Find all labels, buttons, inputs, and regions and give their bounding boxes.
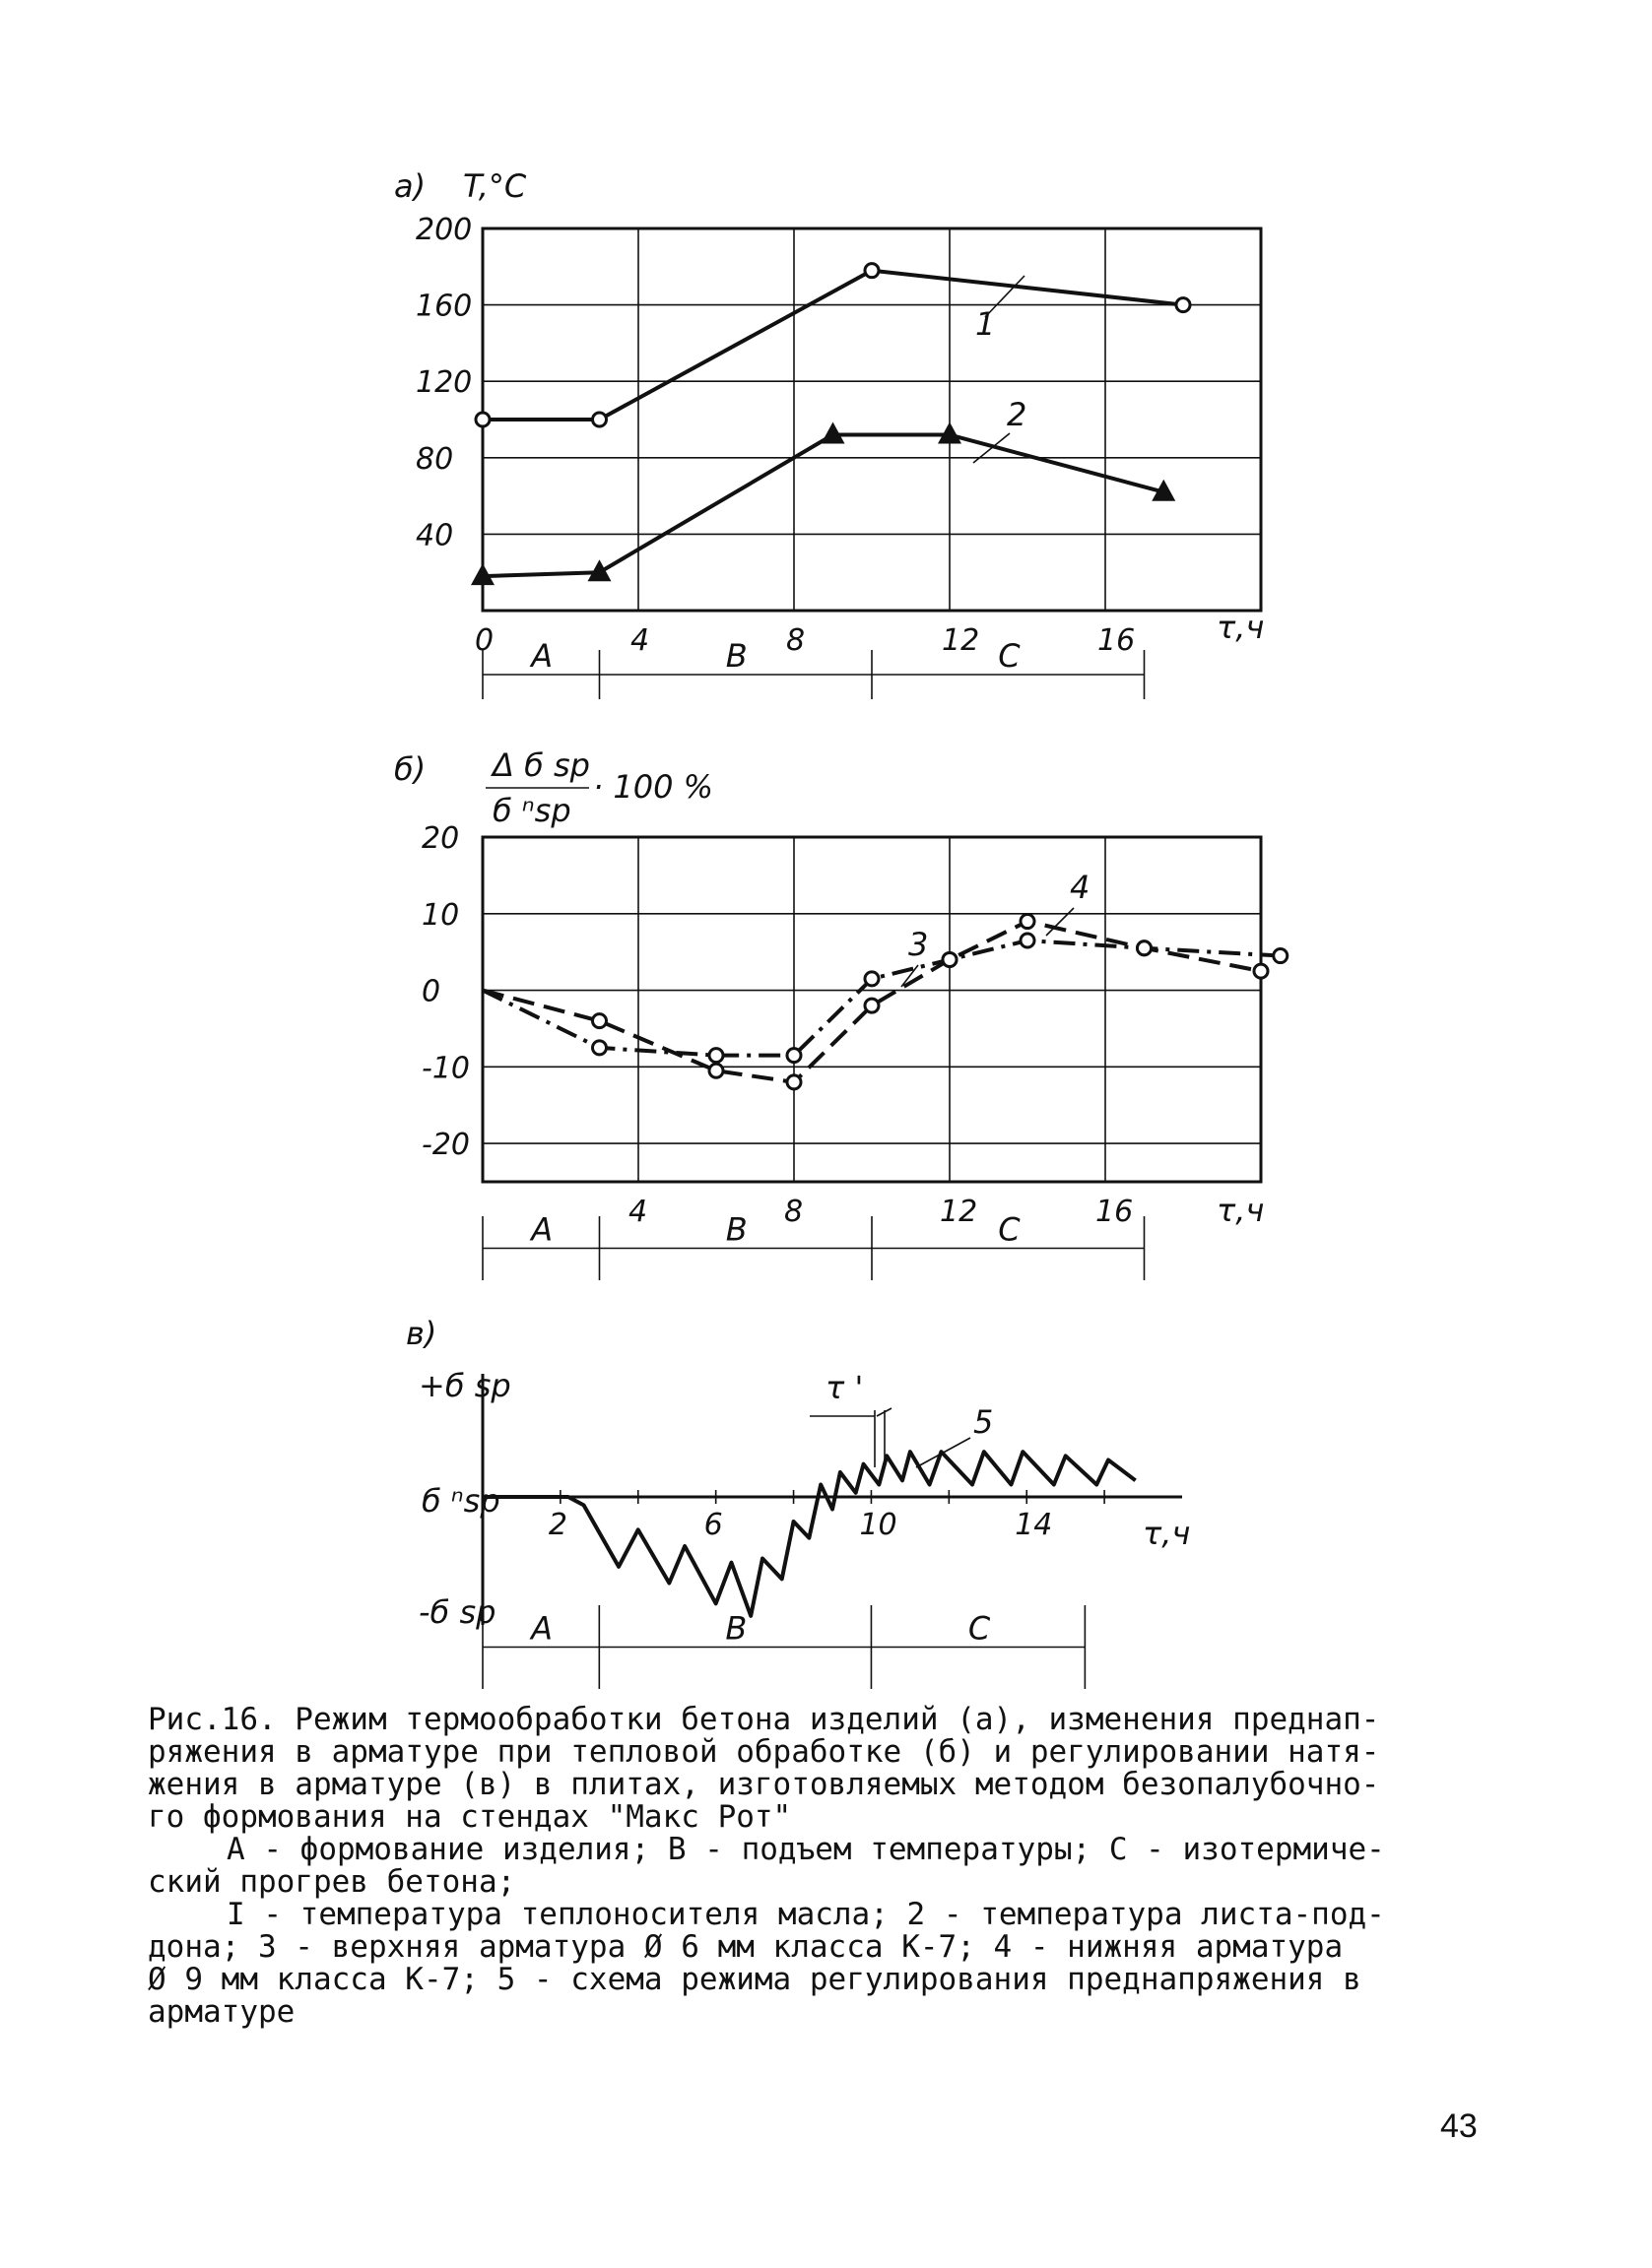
y-tick-label: 80: [416, 441, 454, 477]
panel-a-series: [471, 264, 1190, 585]
panel-a-ylabel: T,°C: [463, 167, 527, 205]
panel-b-ylabel-numerator: Δ б sp: [493, 746, 590, 784]
panel-a: [394, 167, 1264, 699]
panel-a-letter: а): [394, 167, 427, 205]
series-5-leader: [916, 1438, 970, 1467]
series-4-point: [787, 1075, 801, 1089]
caption-line: I - температура теплоносителя масла; 2 - температура листа-под-: [227, 1897, 1385, 1932]
x-tick-label: 8: [784, 1195, 804, 1229]
y-tick-label: 40: [416, 518, 454, 553]
series-4-point: [865, 999, 879, 1012]
y-tick-label: -20: [422, 1128, 470, 1163]
phase-label-0: А: [531, 637, 554, 675]
panel-b-xlabel: τ,ч: [1217, 1192, 1265, 1229]
x-tick-label: 2: [548, 1508, 567, 1542]
panel-b-series: [483, 915, 1288, 1089]
series-3-point: [593, 1041, 607, 1055]
series-4-point: [593, 1014, 607, 1028]
page-number: 43: [1440, 2107, 1478, 2145]
panel-c-xlabel: τ,ч: [1143, 1515, 1191, 1552]
series-4-point: [1138, 941, 1152, 955]
panel-b: [394, 746, 1288, 1280]
series-1-point: [1176, 298, 1190, 312]
panel-c-ylabel-bottom: -б sp: [419, 1593, 496, 1631]
x-tick-label: 14: [1015, 1508, 1053, 1542]
phase-label-0: А: [531, 1609, 554, 1648]
figure-caption: [148, 1704, 1507, 2029]
x-tick-label: 12: [942, 623, 980, 658]
panel-c-letter: в): [406, 1315, 437, 1352]
caption-line: дона; 3 - верхняя арматура Ø 6 мм класса К-7; 4 - нижняя арматура: [148, 1929, 1344, 1965]
panel-c-ticks: [549, 1508, 1053, 1542]
panel-a-phases: [483, 637, 1145, 699]
panel-a-ticks: [416, 213, 1135, 658]
caption-line: ский прогрев бетона;: [148, 1864, 516, 1900]
x-tick-label: 0: [475, 623, 495, 658]
series-3-point: [1274, 949, 1288, 963]
phase-label-2: С: [967, 1609, 991, 1648]
phase-label-1: В: [725, 1609, 748, 1648]
series-3-point: [865, 972, 879, 986]
y-tick-label: 20: [422, 821, 460, 856]
x-tick-label: 12: [940, 1195, 978, 1229]
phase-label-1: В: [725, 1210, 748, 1249]
series-4-point: [1021, 915, 1034, 929]
panel-b-ylabel-denominator: б ⁿsp: [493, 792, 571, 829]
phase-label-2: С: [998, 637, 1021, 675]
panel-c-ylabel-top: +б sp: [419, 1367, 511, 1404]
series-1-line: [483, 271, 1183, 420]
series-3-point: [1021, 934, 1034, 947]
series-2-line: [483, 435, 1163, 577]
panel-c-tau-label: τ ': [826, 1369, 864, 1406]
panel-c-axes: [483, 1374, 1182, 1625]
y-tick-label: 160: [416, 289, 473, 324]
series-4-point: [709, 1064, 723, 1077]
caption-line: А - формование изделия; В - подъем температуры; С - изотермиче-: [227, 1832, 1385, 1867]
x-tick-label: 8: [786, 623, 806, 658]
phase-label-2: С: [998, 1210, 1021, 1249]
x-tick-label: 16: [1097, 623, 1136, 658]
x-tick-label: 4: [628, 1195, 648, 1229]
series-5-label: 5: [973, 1403, 994, 1441]
series-2-point: [588, 559, 612, 581]
phase-label-1: В: [725, 637, 748, 675]
y-tick-label: 200: [416, 213, 473, 247]
y-tick-label: 120: [416, 365, 473, 401]
series-2-label: 2: [1007, 396, 1027, 433]
caption-line: го формования на стендах "Макс Рот": [148, 1799, 792, 1835]
panel-a-xlabel: τ,ч: [1217, 609, 1265, 646]
caption-line: арматуре: [148, 1994, 296, 2030]
series-4-leader: [1046, 908, 1074, 936]
series-3-point: [787, 1049, 801, 1063]
x-tick-label: 6: [703, 1508, 723, 1542]
series-1-point: [593, 413, 607, 426]
caption-line: жения в арматуре (в) в плитах, изготовляемых методом безопалубочно-: [148, 1767, 1380, 1802]
y-tick-label: 0: [422, 974, 441, 1009]
caption-line: ряжения в арматуре при тепловой обработке (б) и регулировании натя-: [148, 1734, 1380, 1770]
series-4-point: [1254, 964, 1268, 978]
panel-b-letter: б): [394, 750, 427, 788]
series-3-label: 3: [908, 926, 929, 963]
series-3-point: [709, 1049, 723, 1063]
series-4-point: [943, 952, 957, 966]
panel-b-phases: [483, 1211, 1145, 1281]
panel-c-ylabel-mid: б ⁿsp: [422, 1482, 500, 1520]
series-4-label: 4: [1070, 869, 1090, 906]
panel-c: [406, 1315, 1190, 1689]
panel-c-tau-bracket: [810, 1408, 892, 1467]
panel-b-ticks: [422, 821, 1133, 1229]
series-1-point: [865, 264, 879, 278]
phase-label-0: А: [531, 1210, 554, 1249]
y-tick-label: -10: [422, 1051, 470, 1086]
y-tick-label: 10: [422, 897, 460, 933]
series-1-point: [476, 413, 490, 426]
x-tick-label: 16: [1095, 1195, 1134, 1229]
x-tick-label: 10: [859, 1508, 897, 1542]
series-1-label: 1: [975, 305, 996, 343]
caption-line: Ø 9 мм класса К-7; 5 - схема режима регулирования преднапряжения в: [148, 1962, 1361, 1997]
panel-c-phases: [483, 1605, 1085, 1689]
caption-line: Рис.16. Режим термообработки бетона изделий (а), изменения преднап-: [148, 1702, 1380, 1737]
x-tick-label: 4: [630, 623, 650, 658]
panel-b-ylabel-suffix: · 100 %: [593, 768, 713, 806]
